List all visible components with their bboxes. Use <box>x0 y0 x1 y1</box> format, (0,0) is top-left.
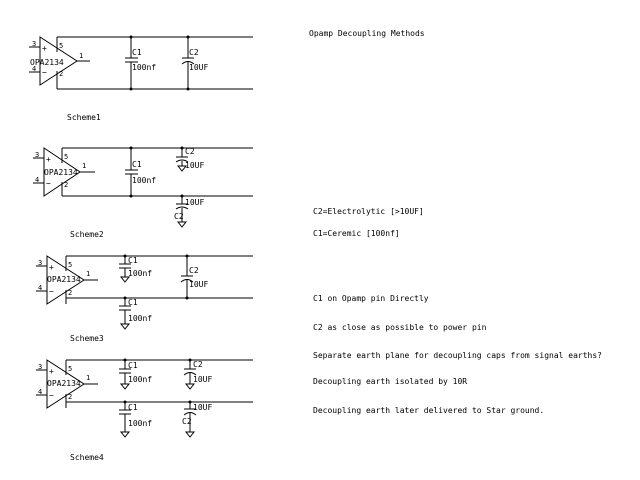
note-c1-type: C1=Ceremic [100nf] <box>313 229 400 238</box>
c2-top-name: C2 <box>193 360 203 369</box>
c1-top-name: C1 <box>128 256 138 265</box>
scheme-label: Scheme1 <box>67 113 101 122</box>
c2-name: C2 <box>189 266 199 275</box>
pin-vminus: 2 <box>64 181 69 189</box>
opamp-label: OPA2134 <box>44 168 78 177</box>
pin-out: 1 <box>82 162 87 170</box>
opamp-label: OPA2134 <box>30 58 64 67</box>
pin-out: 1 <box>79 52 84 60</box>
c2-name: C2 <box>189 48 199 57</box>
pin-vplus: 5 <box>59 42 64 50</box>
c2-value: 10UF <box>189 280 209 289</box>
pin-in-minus: 4 <box>38 284 43 292</box>
pin-vplus: 5 <box>68 365 73 373</box>
note-earth-plane: Separate earth plane for decoupling caps from signal earths? <box>313 351 602 360</box>
scheme-1 <box>29 36 253 123</box>
pin-in-minus: 4 <box>32 65 37 73</box>
c1-value: 100nf <box>132 63 157 72</box>
ground-icon <box>121 432 129 437</box>
opamp-label: OPA2134 <box>47 379 81 388</box>
c2-bottom-name: C2 <box>174 212 184 221</box>
pin-out: 1 <box>86 270 91 278</box>
note-c1-placement: C1 on Opamp pin Directly <box>313 294 429 303</box>
opamp-label: OPA2134 <box>47 275 81 284</box>
pin-in-plus: 3 <box>35 151 40 159</box>
c2-bottom-value: 10UF <box>193 403 213 412</box>
pin-out: 1 <box>86 374 91 382</box>
pin-vplus: 5 <box>68 261 73 269</box>
scheme-label: Scheme3 <box>70 334 104 343</box>
pin-in-plus: 3 <box>38 259 43 267</box>
page-title: Opamp Decoupling Methods <box>309 29 425 38</box>
svg-text:+: + <box>46 155 51 164</box>
c2-top-value: 10UF <box>185 161 205 170</box>
svg-text:+: + <box>49 367 54 376</box>
note-c2-placement: C2 as close as possible to power pin <box>313 323 487 332</box>
c1-bottom-value: 100nf <box>128 314 153 323</box>
c1-top-value: 100nf <box>128 269 153 278</box>
svg-text:−: − <box>42 68 47 77</box>
c1-name: C1 <box>132 160 142 169</box>
c1-top-name: C1 <box>128 361 138 370</box>
svg-text:+: + <box>42 44 47 53</box>
c1-name: C1 <box>132 48 142 57</box>
scheme-label: Scheme2 <box>70 230 104 239</box>
c1-bottom-name: C1 <box>128 298 138 307</box>
ground-icon <box>121 384 129 389</box>
pin-in-minus: 4 <box>38 388 43 396</box>
capacitor-c1 <box>125 147 138 198</box>
c2-top-value: 10UF <box>193 375 213 384</box>
c1-value: 100nf <box>132 176 157 185</box>
ground-icon <box>186 432 194 437</box>
c2-value: 10UF <box>189 63 209 72</box>
svg-text:−: − <box>49 391 54 400</box>
ground-icon <box>178 222 186 227</box>
note-c2-type: C2=Electrolytic [>10UF] <box>313 207 424 216</box>
svg-text:−: − <box>49 287 54 296</box>
c1-top-value: 100nf <box>128 375 153 384</box>
note-earth-isolation: Decoupling earth isolated by 10R <box>313 377 468 386</box>
pin-in-minus: 4 <box>35 176 40 184</box>
pin-vminus: 2 <box>68 289 73 297</box>
c2-top-name: C2 <box>185 147 195 156</box>
scheme-3 <box>36 255 253 344</box>
scheme-label: Scheme4 <box>70 453 104 462</box>
pin-in-plus: 3 <box>38 363 43 371</box>
pin-vplus: 5 <box>64 153 69 161</box>
c2-bottom-value: 10UF <box>185 198 205 207</box>
pin-in-plus: 3 <box>32 40 37 48</box>
pin-vminus: 2 <box>59 70 64 78</box>
note-star-ground: Decoupling earth later delivered to Star ground. <box>313 406 545 415</box>
ground-icon <box>186 384 194 389</box>
c1-bottom-value: 100nf <box>128 419 153 428</box>
scheme-2 <box>33 147 253 240</box>
scheme-4 <box>36 359 253 463</box>
pin-vminus: 2 <box>68 393 73 401</box>
c1-bottom-name: C1 <box>128 403 138 412</box>
c2-bottom-name: C2 <box>182 417 192 426</box>
svg-text:−: − <box>46 179 51 188</box>
ground-icon <box>121 324 129 329</box>
capacitor-c2-electrolytic <box>181 255 193 300</box>
svg-text:+: + <box>49 263 54 272</box>
